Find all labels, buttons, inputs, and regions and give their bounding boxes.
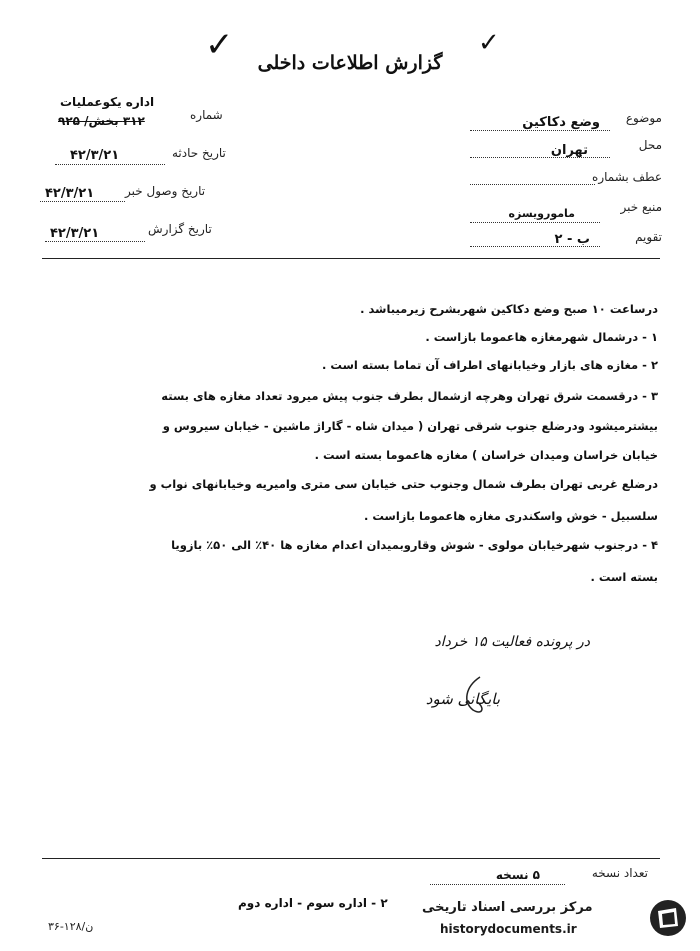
handwritten-note-2: بایگانی شود xyxy=(425,690,500,708)
number-value: ۳۱۲ بخش/ ۹۲۵ xyxy=(58,114,145,128)
watermark-url: historydocuments.ir xyxy=(440,922,577,936)
place-value: تهران xyxy=(550,143,588,158)
handwritten-note-1: در پرونده فعالیت ۱۵ خرداد xyxy=(434,634,590,650)
body-line-4: ۳ - درقسمت شرق تهران وهرچه ازشمال بطرف جنوب پیش میرود تعداد مغازه های بسته xyxy=(161,389,658,403)
received-date-dotline xyxy=(40,201,125,202)
distribution-text: ۲ - اداره سوم - اداره دوم xyxy=(238,896,388,910)
page-title: گزارش اطلاعات داخلی xyxy=(257,52,443,74)
received-date-value: ۴۲/۳/۲۱ xyxy=(45,186,95,201)
body-line-5: بیشترمیشود ودرضلع جنوب شرقی تهران ( میدان شاه - گاراژ ماشین - خیابان سیروس و xyxy=(162,419,658,433)
office-value: اداره یکوعملیات xyxy=(60,95,155,109)
body-line-6: خیابان خراسان ومیدان خراسان ) مغازه هاعموما بسته است . xyxy=(314,448,658,462)
source-dotline xyxy=(470,222,600,223)
event-date-dotline xyxy=(55,164,165,165)
header-divider xyxy=(42,258,660,259)
check-mark-left: ✓ xyxy=(205,25,234,65)
body-line-2: ۱ - درشمال شهرمغازه هاعموما بازاست . xyxy=(425,330,658,344)
body-line-10: بسته است . xyxy=(590,570,658,584)
body-line-9: ۴ - درجنوب شهرخیابان مولوی - شوش وقاروبمیدان اعدام مغازه ها ۴۰٪ الی ۵۰٪ بازویا xyxy=(171,538,658,552)
event-date-label: تاریخ حادثه xyxy=(172,146,226,160)
source-label: منبع خبر xyxy=(620,200,662,214)
body-line-8: سلسبیل - خوش واسکندری مغازه هاعموما بازاست . xyxy=(363,509,658,523)
copies-dotline xyxy=(430,884,565,885)
body-line-7: درضلع غربی تهران بطرف شمال وجنوب حتی خیابان سی متری وامیریه وخیابانهای نواب و xyxy=(149,477,658,491)
body-line-1: درساعت ۱۰ صبح وضع دکاکین شهربشرح زیرمیباشد . xyxy=(360,302,658,316)
footer-divider xyxy=(42,858,660,859)
rating-label: تقویم xyxy=(635,230,662,244)
report-date-value: ۴۲/۳/۲۱ xyxy=(50,226,100,241)
copies-value: ۵ نسخه xyxy=(495,868,540,882)
copies-label: تعداد نسخه xyxy=(591,866,648,880)
place-dotline xyxy=(470,157,610,158)
received-date-label: تاریخ وصول خبر xyxy=(125,184,206,198)
number-label: شماره xyxy=(190,108,223,122)
report-date-dotline xyxy=(45,241,145,242)
subject-value: وضع دکاکین xyxy=(522,115,600,130)
body-line-3: ۲ - مغازه های بازار وخیابانهای اطراف آن تماما بسته است . xyxy=(322,358,658,372)
place-label: محل xyxy=(638,138,662,152)
event-date-value: ۴۲/۳/۲۱ xyxy=(70,148,120,163)
handwritten-signature xyxy=(455,672,495,722)
watermark-text: مرکز بررسی اسناد تاریخی xyxy=(422,900,593,915)
ref-dotline xyxy=(470,184,595,185)
subject-label: موضوع xyxy=(625,111,662,125)
report-date-label: تاریخ گزارش xyxy=(148,222,212,236)
subject-dotline xyxy=(470,130,610,131)
ref-code: ۳۶-۱۲۸/ن xyxy=(48,920,94,933)
ref-label: عطف بشماره xyxy=(592,170,662,184)
watermark-logo-icon xyxy=(648,898,688,938)
source-value: مامورویسزه xyxy=(508,207,575,220)
check-mark-right: ✓ xyxy=(478,28,500,58)
rating-value: ب - ۲ xyxy=(554,232,590,247)
